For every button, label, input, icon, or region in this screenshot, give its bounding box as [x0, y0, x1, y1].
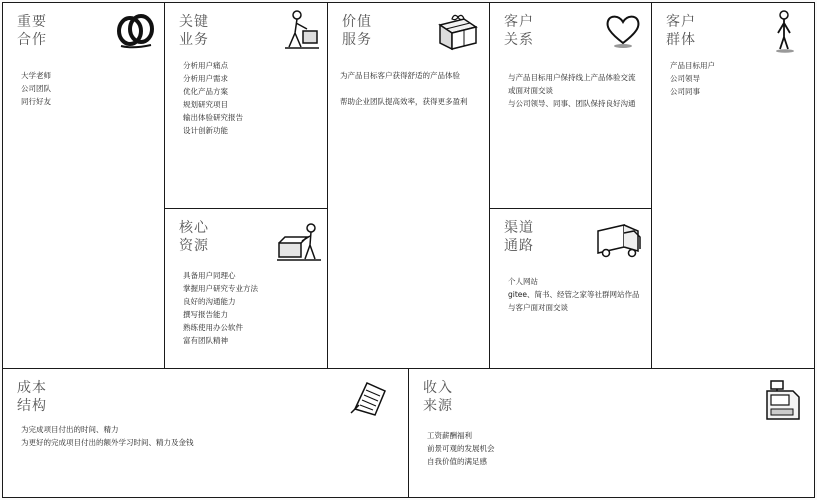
list-item: 富有团队精神 — [183, 336, 228, 345]
key-partners-block — [2, 2, 166, 370]
customer-relationships-block — [489, 2, 653, 210]
list-item: 个人网站 — [508, 277, 538, 286]
list-item: 自我价值的满足感 — [427, 457, 487, 466]
list-item: 良好的沟通能力 — [183, 297, 236, 306]
list-item: 大学老师 — [21, 71, 51, 80]
channels-block — [489, 208, 653, 370]
key-activities-block — [164, 2, 328, 210]
customer-segments-block — [651, 2, 815, 370]
title-line: 收入 — [423, 380, 453, 396]
list-item: 为完成项目付出的时间、精力 — [21, 425, 119, 434]
title-line: 服务 — [342, 32, 372, 48]
block-title — [179, 219, 209, 255]
list-item: 分析用户需求 — [183, 74, 228, 83]
title-line: 客户 — [504, 14, 534, 30]
title-line: 关键 — [179, 14, 209, 30]
revenue-streams-block — [408, 368, 815, 498]
cash-register-icon — [763, 379, 803, 423]
title-line: 业务 — [179, 32, 209, 48]
list-item: 帮助企业团队提高效率，获得更多盈利 — [340, 97, 468, 106]
item-list — [427, 429, 495, 468]
list-item: 或面对面交谈 — [508, 86, 553, 95]
block-title — [666, 13, 696, 49]
list-item: 产品目标用户 — [670, 61, 715, 70]
title-line: 价值 — [342, 14, 372, 30]
value-propositions-block — [327, 2, 491, 370]
person-with-cart-icon — [277, 223, 323, 263]
list-item: 分析用户痛点 — [183, 61, 228, 70]
block-title — [504, 219, 534, 255]
title-line: 渠道 — [504, 220, 534, 236]
receipt-icon — [349, 379, 389, 419]
rings-icon — [113, 11, 159, 51]
list-item: 为产品目标客户获得舒适的产品体验 — [340, 71, 460, 80]
list-item: 公司同事 — [670, 87, 700, 96]
block-title — [179, 13, 209, 49]
list-item: 优化产品方案 — [183, 87, 228, 96]
list-item: 公司团队 — [21, 84, 51, 93]
standing-person-icon — [772, 9, 802, 53]
list-item: 与产品目标用户保持线上产品体验交流 — [508, 73, 636, 82]
list-item: 为更好的完成项目付出的额外学习时间、精力及金钱 — [21, 438, 194, 447]
cost-structure-block — [2, 368, 410, 498]
item-list — [508, 275, 640, 314]
item-list — [21, 69, 51, 108]
title-line: 资源 — [179, 238, 209, 254]
key-resources-block — [164, 208, 328, 370]
list-item — [340, 82, 482, 95]
title-line: 结构 — [17, 398, 47, 414]
title-line: 成本 — [17, 380, 47, 396]
list-item: 掌握用户研究专业方法 — [183, 284, 258, 293]
list-item: 设计创新功能 — [183, 126, 228, 135]
item-list — [183, 59, 243, 137]
title-line: 通路 — [504, 238, 534, 254]
item-list — [508, 71, 636, 110]
list-item: 与客户面对面交谈 — [508, 303, 568, 312]
item-list — [21, 423, 194, 449]
block-title — [342, 13, 372, 49]
item-list — [340, 69, 482, 108]
list-item: 公司领导 — [670, 74, 700, 83]
item-list — [670, 59, 715, 98]
list-item: 规划研究项目 — [183, 100, 228, 109]
list-item: 具备用户同理心 — [183, 271, 236, 280]
gift-box-icon — [436, 13, 480, 51]
truck-icon — [594, 221, 644, 261]
title-line: 合作 — [17, 32, 47, 48]
list-item: 输出体验研究报告 — [183, 113, 243, 122]
title-line: 客户 — [666, 14, 696, 30]
list-item: 工资薪酬福利 — [427, 431, 472, 440]
list-item: 熟练使用办公软件 — [183, 323, 243, 332]
person-pushing-cart-icon — [279, 9, 321, 51]
title-line: 重要 — [17, 14, 47, 30]
block-title — [504, 13, 534, 49]
list-item: 与公司领导、同事、团队保持良好沟通 — [508, 99, 636, 108]
list-item: 撰写报告能力 — [183, 310, 228, 319]
title-line: 群体 — [666, 32, 696, 48]
title-line: 来源 — [423, 398, 453, 414]
block-title — [17, 379, 47, 415]
heart-icon — [604, 13, 642, 49]
block-title — [423, 379, 453, 415]
title-line: 关系 — [504, 32, 534, 48]
item-list — [183, 269, 258, 347]
list-item: gitee、简书、经管之家等社群网站作品 — [508, 290, 640, 299]
list-item: 前景可观的发展机会 — [427, 444, 495, 453]
list-item: 同行好友 — [21, 97, 51, 106]
block-title — [17, 13, 47, 49]
title-line: 核心 — [179, 220, 209, 236]
